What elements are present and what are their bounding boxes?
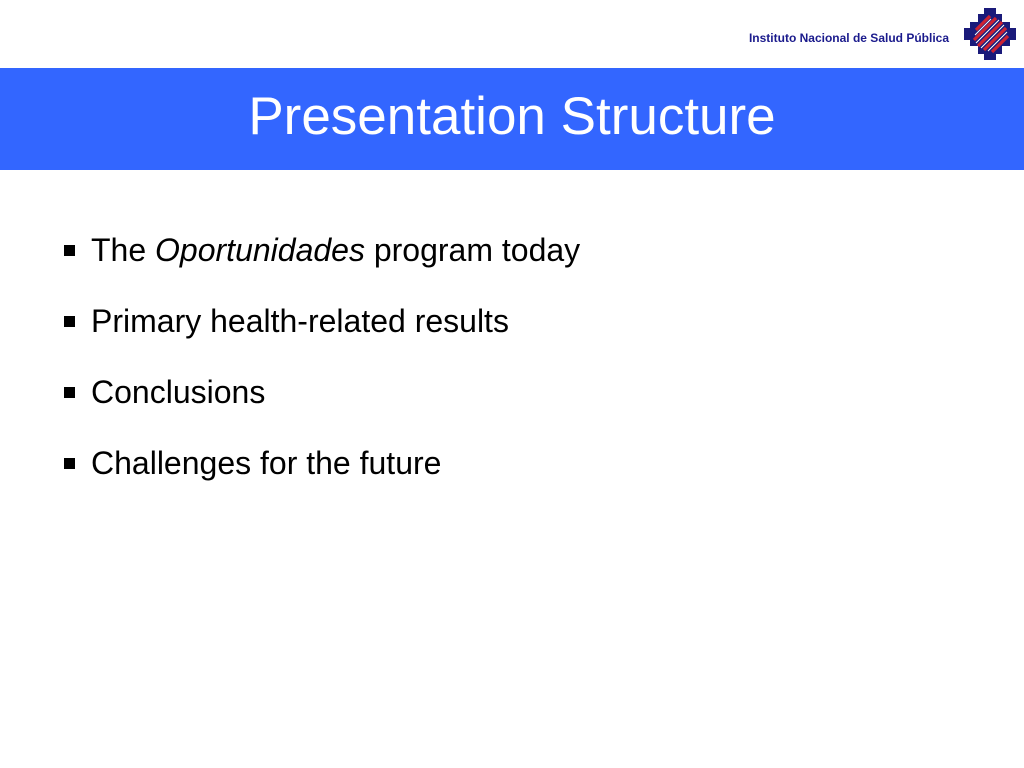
bullet-item [64, 232, 580, 303]
bullet-text: Challenges for the future [91, 445, 442, 481]
bullet-item [64, 445, 580, 516]
program-name: Oportunidades [155, 232, 365, 268]
square-bullet-icon [64, 316, 75, 327]
bullet-text [91, 232, 580, 269]
bullet-suffix: program today [364, 232, 581, 268]
bullet-list [64, 232, 580, 516]
bullet-item [64, 374, 580, 445]
square-bullet-icon [64, 245, 75, 256]
bullet-prefix: The [91, 232, 156, 268]
slide-title: Presentation Structure [248, 87, 776, 146]
bullet-text: Primary health-related results [91, 303, 509, 339]
header [0, 0, 1024, 68]
bullet-item [64, 303, 580, 374]
institution-name: Instituto Nacional de Salud Pública [748, 31, 949, 45]
square-bullet-icon [64, 387, 75, 398]
title-bar [0, 68, 1024, 170]
bullet-text: Conclusions [91, 374, 266, 410]
square-bullet-icon [64, 458, 75, 469]
insp-cross-logo-icon [962, 6, 1018, 62]
